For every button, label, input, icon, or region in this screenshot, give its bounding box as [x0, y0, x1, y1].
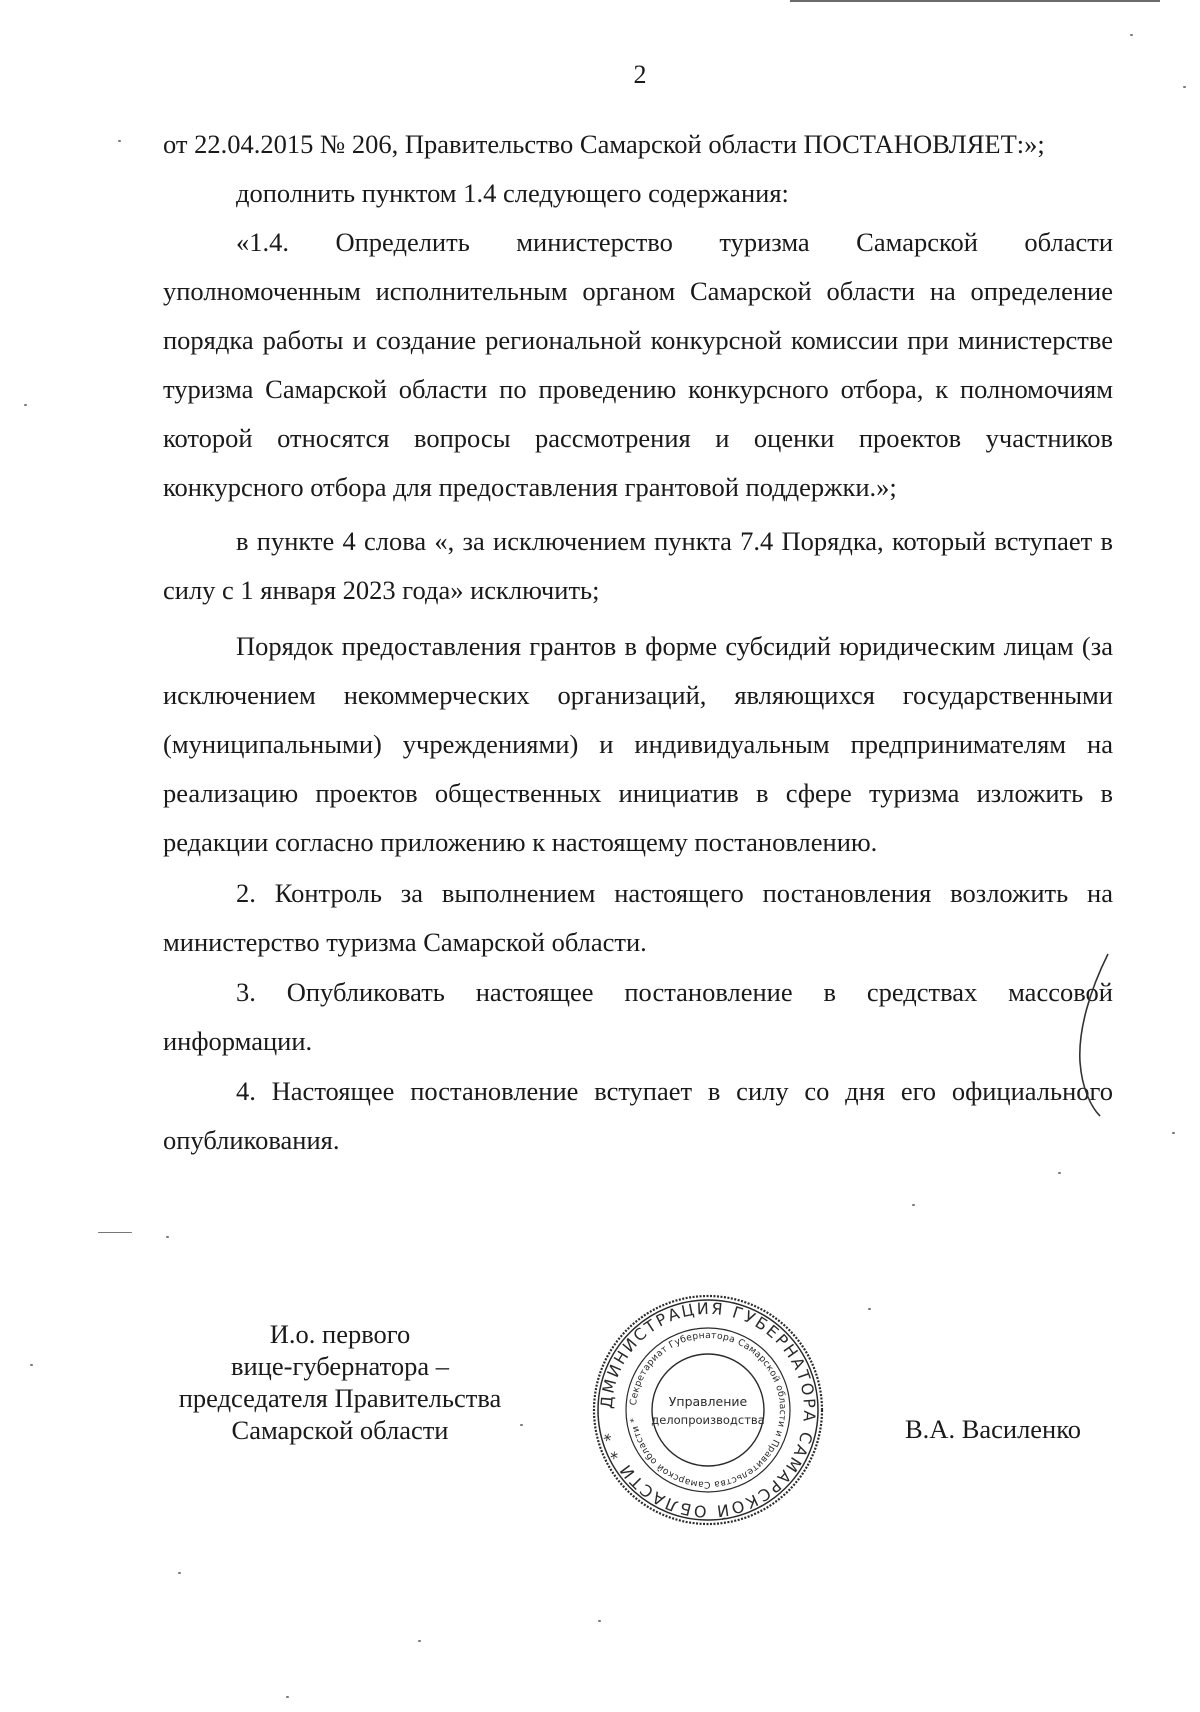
- scan-speck: [598, 1620, 601, 1622]
- stamp-center-line-1: Управление: [668, 1394, 748, 1409]
- signatory-title-line: вице-губернатора –: [230, 1351, 449, 1381]
- official-stamp: [588, 1290, 828, 1530]
- stamp-inner-text: Секретариат Губернатора Самарской области и Правительства Самарской области *: [628, 1329, 789, 1491]
- paragraph-item-4-amendment: в пункте 4 слова «, за исключением пункта 7.4 Порядка, который вступает в силу с 1 января 2023 года» исключить;: [163, 526, 1113, 605]
- scan-speck: [912, 1204, 915, 1206]
- stamp-center-line-2: делопроизводства: [651, 1413, 765, 1427]
- page-number: 2: [633, 60, 647, 89]
- scan-speck: [1130, 34, 1133, 36]
- document-body: [163, 120, 1113, 1165]
- scan-speck: [520, 1424, 523, 1426]
- stamp-outer-text: ДМИНИСТРАЦИЯ ГУБЕРНАТОРА САМАРСКОЙ ОБЛАСТИ * *: [596, 1298, 820, 1522]
- scan-speck: [286, 1696, 289, 1698]
- scan-speck: [30, 1364, 33, 1366]
- paragraph-control: 2. Контроль за выполнением настоящего постановления возложить на министерство туризма Самарской области.: [163, 878, 1113, 957]
- scan-speck: [1183, 86, 1186, 88]
- scan-speck: [1172, 1132, 1175, 1134]
- paragraph-entry-into-force: 4. Настоящее постановление вступает в силу со дня его официального опубликования.: [163, 1076, 1113, 1155]
- scan-speck: [868, 1308, 871, 1310]
- signatory-name: В.А. Василенко: [905, 1414, 1082, 1444]
- scan-speck: [118, 140, 121, 142]
- scan-speck: [166, 1236, 169, 1238]
- paragraph-publication: 3. Опубликовать настоящее постановление в средствах массовой информации.: [163, 977, 1113, 1056]
- signatory-title: [150, 1318, 530, 1446]
- scan-speck: [418, 1640, 421, 1642]
- scan-speck: [178, 1572, 181, 1574]
- paragraph-continuation: от 22.04.2015 № 206, Правительство Самарской области ПОСТАНОВЛЯЕТ:»;: [163, 129, 1045, 159]
- scan-speck: [1058, 1172, 1061, 1174]
- scan-speck: [98, 1232, 132, 1233]
- margin-bracket-mark: [1070, 950, 1120, 1120]
- signatory-title-line: Самарской области: [231, 1415, 449, 1445]
- signatory-title-line: председателя Правительства: [178, 1383, 502, 1413]
- top-edge-rule: [790, 0, 1160, 2]
- scan-speck: [24, 404, 27, 406]
- paragraph-item-1-4: «1.4. Определить министерство туризма Самарской области уполномоченным исполнительным органом Самарской области на определение порядка работы и создание региональной конкурсной комиссии при министерстве туризма Самарской области по проведению конкурсного отбора, к полномочиям которой относятся вопросы рассмотрения и оценки проектов участников конкурсного отбора для предоставления грантовой поддержки.»;: [163, 227, 1113, 502]
- paragraph-grant-procedure: Порядок предоставления грантов в форме субсидий юридическим лицам (за исключением некоммерческих организаций, являющихся государственными (муниципальными) учреждениями) и индивидуальным предпринимателям на реализацию проектов общественных инициатив в сфере туризма изложить в редакции согласно приложению к настоящему постановлению.: [163, 631, 1113, 857]
- paragraph-amendment-1-4-intro: дополнить пунктом 1.4 следующего содержания:: [236, 178, 789, 208]
- signatory-title-line: И.о. первого: [269, 1319, 411, 1349]
